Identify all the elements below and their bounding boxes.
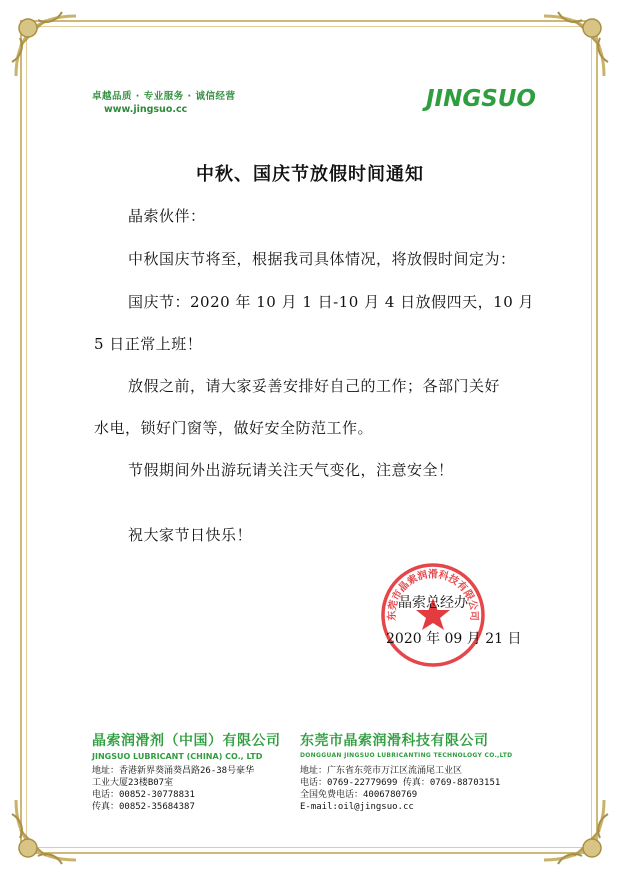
svg-text:东莞市晶索润滑科技有限公司: 东莞市晶索润滑科技有限公司 [386,569,480,621]
phone: 电话：00852-30778831 [92,790,195,800]
slogan: 卓越品质 · 专业服务 · 诚信经营 [92,91,236,102]
email[interactable]: E-mail:oil@jingsuo.cc [300,802,414,812]
notice-title: 中秋、国庆节放假时间通知 [196,164,424,185]
company-name-cn: 东莞市晶索润滑科技有限公司 [300,733,489,749]
address-line-1: 地址：香港新界葵涌葵昌路26-38号豪华 [92,766,255,776]
paragraph-2-line-2: 5 日正常上班！ [94,335,203,353]
paragraph-1: 中秋国庆节将至，根据我司具体情况，将放假时间定为： [128,250,516,268]
address: 地址：广东省东莞市万江区流涌尾工业区 [300,766,463,776]
paragraph-2-line-1: 国庆节：2020 年 10 月 1 日-10 月 4 日放假四天，10 月 [128,293,535,311]
paragraph-3-line-2: 水电，锁好门窗等，做好安全防范工作。 [94,419,374,437]
footer-company-right [300,730,512,813]
corner-ornament-bottom-right [534,790,614,870]
notice-date: 2020 年 09 月 21 日 [386,631,522,647]
paragraph-4: 节假期间外出游玩请关注天气变化，注意安全！ [128,461,454,479]
corner-ornament-top-right [534,6,614,86]
footer-company-left [92,730,281,813]
company-name-en: JINGSUO LUBRICANT (CHINA) CO., LTD [92,752,263,761]
salutation: 晶索伙伴： [128,207,206,225]
company-name-cn: 晶索润滑剂（中国）有限公司 [92,733,281,749]
address-line-2: 工业大厦23楼B07室 [92,778,174,788]
corner-ornament-top-left [6,6,86,86]
paragraph-3-line-1: 放假之前，请大家妥善安排好自己的工作；各部门关好 [128,377,501,395]
hotline: 全国免费电话：4006780769 [300,790,418,800]
corner-ornament-bottom-left [6,790,86,870]
website-link[interactable]: www.jingsuo.cc [104,104,188,115]
jingsuo-logo: JINGSUO [425,86,536,112]
phone-fax: 电话：0769-22779699 传真：0769-88703151 [300,778,501,788]
company-name-en: DONGGUAN JINGSUO LUBRICANTING TECHNOLOGY CO.,LTD [300,752,513,759]
closing-greeting: 祝大家节日快乐！ [128,526,253,544]
signature: 晶索总经办 [398,595,468,611]
fax: 传真：00852-35684387 [92,802,195,812]
company-seal [378,560,488,670]
